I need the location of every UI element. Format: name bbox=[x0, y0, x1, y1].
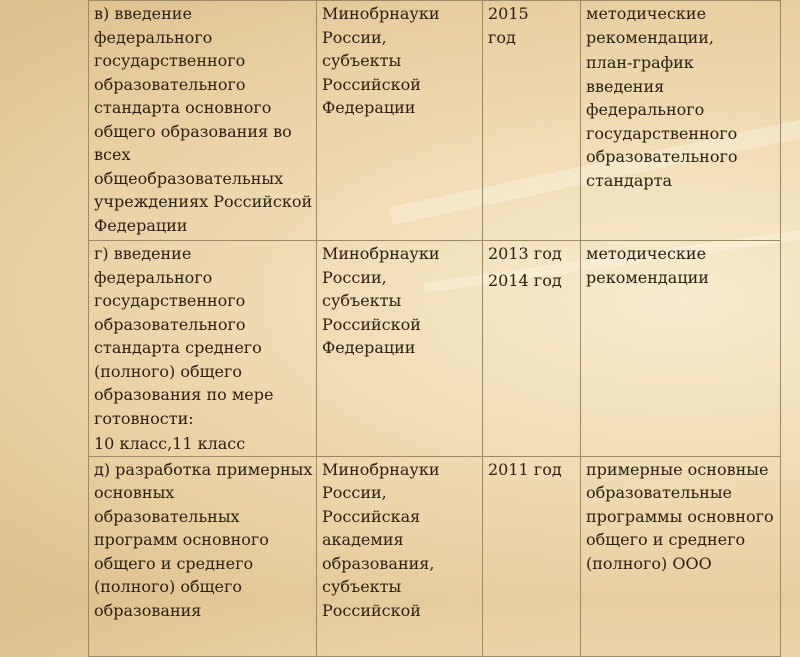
responsible-line: Минобрнауки bbox=[322, 459, 440, 479]
task-line: государственного bbox=[94, 51, 246, 70]
responsible-line: образования, bbox=[322, 553, 435, 573]
task-line: общего и среднего bbox=[94, 553, 254, 573]
forms-line: методические bbox=[586, 244, 707, 263]
task-line: Федерации bbox=[94, 215, 188, 235]
task-line: образовательного bbox=[94, 74, 246, 94]
date-cell bbox=[483, 241, 581, 457]
table-row bbox=[89, 241, 781, 457]
task-cell bbox=[89, 1, 317, 241]
task-line: стандарта основного bbox=[94, 98, 272, 117]
task-line: учреждениях Российской bbox=[94, 192, 313, 211]
task-line: д) разработка примерных bbox=[94, 459, 313, 479]
responsible-line: Федерации bbox=[322, 98, 416, 117]
responsible-line: субъекты bbox=[322, 291, 402, 310]
forms-line: (полного) ООО bbox=[586, 553, 712, 573]
forms-line: федерального bbox=[586, 100, 705, 119]
task-line: стандарта среднего bbox=[94, 338, 262, 357]
task-cell bbox=[89, 456, 317, 656]
date-line: год bbox=[488, 27, 516, 47]
responsible-line: Российская bbox=[322, 506, 421, 526]
date-line: 2011 год bbox=[488, 459, 562, 479]
task-line: в) введение федерального bbox=[94, 4, 213, 47]
forms-cell bbox=[581, 456, 781, 656]
responsible-cell bbox=[317, 241, 483, 457]
forms-line: рекомендации bbox=[586, 267, 709, 287]
forms-cell bbox=[581, 241, 781, 457]
responsible-line: Минобрнауки bbox=[322, 244, 440, 263]
forms-line: примерные основные bbox=[586, 459, 769, 479]
date-cell bbox=[483, 1, 581, 241]
responsible-line: субъекты bbox=[322, 577, 402, 596]
responsible-cell bbox=[317, 1, 483, 241]
forms-line: методические bbox=[586, 4, 707, 23]
task-line: образования bbox=[94, 600, 202, 620]
task-line: готовности: bbox=[94, 408, 194, 428]
responsible-line: Российской bbox=[322, 314, 421, 334]
task-line: г) введение федерального bbox=[94, 244, 213, 287]
responsible-line: России, bbox=[322, 27, 387, 47]
responsible-line: субъекты bbox=[322, 51, 402, 70]
forms-cell bbox=[581, 1, 781, 241]
forms-line: образовательные bbox=[586, 483, 733, 502]
task-line: (полного) общего bbox=[94, 577, 242, 596]
responsible-line: Российской bbox=[322, 74, 421, 94]
responsible-line: Российской bbox=[322, 600, 421, 620]
forms-line: образовательного bbox=[586, 147, 738, 166]
forms-line: рекомендации, bbox=[586, 27, 715, 47]
task-line: государственного bbox=[94, 291, 246, 310]
responsible-line: академия bbox=[322, 530, 404, 549]
date-line: 2013 год bbox=[488, 244, 562, 263]
responsible-line: России, bbox=[322, 267, 387, 287]
task-line: программ основного bbox=[94, 530, 269, 549]
date-cell bbox=[483, 456, 581, 656]
forms-line: программы основного bbox=[586, 506, 774, 526]
table-row bbox=[89, 456, 781, 656]
implementation-plan-table bbox=[88, 0, 781, 657]
forms-line: стандарта bbox=[586, 170, 673, 190]
task-line: 10 класс,11 класс bbox=[94, 434, 246, 453]
responsible-line: Минобрнауки bbox=[322, 4, 440, 23]
task-line: образовательных bbox=[94, 506, 240, 526]
responsible-line: Федерации bbox=[322, 338, 416, 357]
task-line: всех bbox=[94, 145, 131, 164]
task-line: образовательного bbox=[94, 314, 246, 334]
task-line: (полного) общего bbox=[94, 361, 242, 381]
task-line: основных bbox=[94, 483, 175, 502]
responsible-line: России, bbox=[322, 483, 387, 502]
date-line: 2015 bbox=[488, 4, 529, 23]
forms-line: план-график введения bbox=[586, 53, 694, 96]
task-line: общего образования во bbox=[94, 121, 292, 141]
table-row bbox=[89, 1, 781, 241]
forms-line: государственного bbox=[586, 123, 738, 143]
task-line: образования по мере bbox=[94, 385, 274, 404]
responsible-cell bbox=[317, 456, 483, 656]
task-cell bbox=[89, 241, 317, 457]
date-line: 2014 год bbox=[488, 270, 562, 290]
forms-line: общего и среднего bbox=[586, 530, 746, 549]
task-line: общеобразовательных bbox=[94, 168, 284, 188]
